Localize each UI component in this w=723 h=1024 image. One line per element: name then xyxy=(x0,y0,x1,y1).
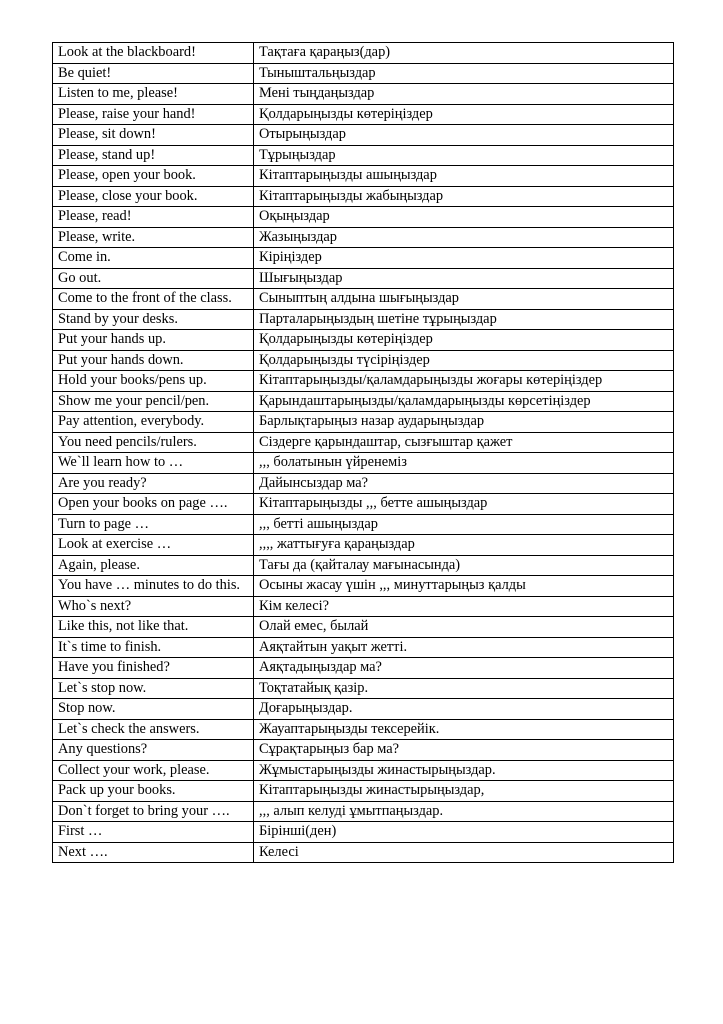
kazakh-translation-cell: ,,, болатынын үйренеміз xyxy=(254,453,674,474)
table-row xyxy=(53,248,674,269)
kazakh-translation-cell: Қолдарыңызды түсіріңіздер xyxy=(254,350,674,371)
english-phrase-cell: Don`t forget to bring your …. xyxy=(53,801,254,822)
english-phrase-cell: Hold your books/pens up. xyxy=(53,371,254,392)
kazakh-translation-cell: Кітаптарыңызды жинастырыңыздар, xyxy=(254,781,674,802)
english-phrase-cell: You have … minutes to do this. xyxy=(53,576,254,597)
kazakh-translation-cell: Жазыңыздар xyxy=(254,227,674,248)
kazakh-translation-cell: ,,, алып келуді ұмытпаңыздар. xyxy=(254,801,674,822)
kazakh-translation-cell: Оқыңыздар xyxy=(254,207,674,228)
english-phrase-cell: Show me your pencil/pen. xyxy=(53,391,254,412)
table-row xyxy=(53,43,674,64)
table-row xyxy=(53,63,674,84)
kazakh-translation-cell: Қарындаштарыңызды/қаламдарыңызды көрсетіңіздер xyxy=(254,391,674,412)
kazakh-translation-cell: Кітаптарыңызды ашыңыздар xyxy=(254,166,674,187)
phrase-table-body xyxy=(53,43,674,863)
english-phrase-cell: Please, stand up! xyxy=(53,145,254,166)
english-phrase-cell: Stand by your desks. xyxy=(53,309,254,330)
kazakh-translation-cell: Қолдарыңызды көтеріңіздер xyxy=(254,330,674,351)
english-phrase-cell: Look at the blackboard! xyxy=(53,43,254,64)
english-phrase-cell: Listen to me, please! xyxy=(53,84,254,105)
kazakh-translation-cell: Кітаптарыңызды/қаламдарыңызды жоғары көтеріңіздер xyxy=(254,371,674,392)
kazakh-translation-cell: Жауаптарыңызды тексерейік. xyxy=(254,719,674,740)
kazakh-translation-cell: Доғарыңыздар. xyxy=(254,699,674,720)
english-phrase-cell: Be quiet! xyxy=(53,63,254,84)
table-row xyxy=(53,412,674,433)
english-phrase-cell: We`ll learn how to … xyxy=(53,453,254,474)
english-phrase-cell: Put your hands up. xyxy=(53,330,254,351)
english-phrase-cell: It`s time to finish. xyxy=(53,637,254,658)
kazakh-translation-cell: ,,,, жаттығуға қараңыздар xyxy=(254,535,674,556)
kazakh-translation-cell: Аяқтадыңыздар ма? xyxy=(254,658,674,679)
english-phrase-cell: Put your hands down. xyxy=(53,350,254,371)
phrase-table xyxy=(52,42,674,863)
table-row xyxy=(53,350,674,371)
table-row xyxy=(53,145,674,166)
english-phrase-cell: Who`s next? xyxy=(53,596,254,617)
kazakh-translation-cell: Жұмыстарыңызды жинастырыңыздар. xyxy=(254,760,674,781)
table-row xyxy=(53,125,674,146)
kazakh-translation-cell: Сыныптың алдына шығыңыздар xyxy=(254,289,674,310)
english-phrase-cell: Again, please. xyxy=(53,555,254,576)
table-row xyxy=(53,801,674,822)
table-row xyxy=(53,166,674,187)
english-phrase-cell: Collect your work, please. xyxy=(53,760,254,781)
table-row xyxy=(53,822,674,843)
english-phrase-cell: Look at exercise … xyxy=(53,535,254,556)
kazakh-translation-cell: Олай емес, былай xyxy=(254,617,674,638)
kazakh-translation-cell: Шығыңыздар xyxy=(254,268,674,289)
english-phrase-cell: Turn to page … xyxy=(53,514,254,535)
table-row xyxy=(53,658,674,679)
table-row xyxy=(53,535,674,556)
english-phrase-cell: Any questions? xyxy=(53,740,254,761)
table-row xyxy=(53,309,674,330)
table-row xyxy=(53,555,674,576)
kazakh-translation-cell: Кітаптарыңызды жабыңыздар xyxy=(254,186,674,207)
table-row xyxy=(53,514,674,535)
english-phrase-cell: Pay attention, everybody. xyxy=(53,412,254,433)
table-row xyxy=(53,637,674,658)
table-row xyxy=(53,84,674,105)
english-phrase-cell: Pack up your books. xyxy=(53,781,254,802)
table-row xyxy=(53,289,674,310)
kazakh-translation-cell: Бірінші(ден) xyxy=(254,822,674,843)
kazakh-translation-cell: Сұрақтарыңыз бар ма? xyxy=(254,740,674,761)
kazakh-translation-cell: Тыныштальңыздар xyxy=(254,63,674,84)
table-row xyxy=(53,104,674,125)
english-phrase-cell: Go out. xyxy=(53,268,254,289)
kazakh-translation-cell: ,,, бетті ашыңыздар xyxy=(254,514,674,535)
english-phrase-cell: Open your books on page …. xyxy=(53,494,254,515)
kazakh-translation-cell: Кітаптарыңызды ,,, бетте ашыңыздар xyxy=(254,494,674,515)
table-row xyxy=(53,371,674,392)
table-row xyxy=(53,432,674,453)
table-row xyxy=(53,719,674,740)
kazakh-translation-cell: Осыны жасау үшін ,,, минуттарыңыз қалды xyxy=(254,576,674,597)
kazakh-translation-cell: Тақтаға қараңыз(дар) xyxy=(254,43,674,64)
kazakh-translation-cell: Мені тыңдаңыздар xyxy=(254,84,674,105)
english-phrase-cell: First … xyxy=(53,822,254,843)
english-phrase-cell: Please, read! xyxy=(53,207,254,228)
kazakh-translation-cell: Қолдарыңызды көтеріңіздер xyxy=(254,104,674,125)
english-phrase-cell: Let`s stop now. xyxy=(53,678,254,699)
table-row xyxy=(53,453,674,474)
english-phrase-cell: You need pencils/rulers. xyxy=(53,432,254,453)
kazakh-translation-cell: Аяқтайтын уақыт жетті. xyxy=(254,637,674,658)
table-row xyxy=(53,207,674,228)
table-row xyxy=(53,576,674,597)
kazakh-translation-cell: Кім келесі? xyxy=(254,596,674,617)
kazakh-translation-cell: Кіріңіздер xyxy=(254,248,674,269)
english-phrase-cell: Come in. xyxy=(53,248,254,269)
table-row xyxy=(53,617,674,638)
kazakh-translation-cell: Парталарыңыздың шетіне тұрыңыздар xyxy=(254,309,674,330)
table-row xyxy=(53,781,674,802)
kazakh-translation-cell: Тағы да (қайталау мағынасында) xyxy=(254,555,674,576)
kazakh-translation-cell: Барлықтарыңыз назар аударыңыздар xyxy=(254,412,674,433)
kazakh-translation-cell: Тұрыңыздар xyxy=(254,145,674,166)
english-phrase-cell: Stop now. xyxy=(53,699,254,720)
table-row xyxy=(53,473,674,494)
kazakh-translation-cell: Отырыңыздар xyxy=(254,125,674,146)
table-row xyxy=(53,596,674,617)
table-row xyxy=(53,186,674,207)
english-phrase-cell: Please, sit down! xyxy=(53,125,254,146)
table-row xyxy=(53,268,674,289)
english-phrase-cell: Let`s check the answers. xyxy=(53,719,254,740)
english-phrase-cell: Please, write. xyxy=(53,227,254,248)
table-row xyxy=(53,227,674,248)
english-phrase-cell: Next …. xyxy=(53,842,254,863)
english-phrase-cell: Please, raise your hand! xyxy=(53,104,254,125)
kazakh-translation-cell: Келесі xyxy=(254,842,674,863)
kazakh-translation-cell: Тоқтатайық қазір. xyxy=(254,678,674,699)
kazakh-translation-cell: Сіздерге қарындаштар, сызғыштар қажет xyxy=(254,432,674,453)
english-phrase-cell: Like this, not like that. xyxy=(53,617,254,638)
english-phrase-cell: Have you finished? xyxy=(53,658,254,679)
table-row xyxy=(53,494,674,515)
kazakh-translation-cell: Дайынсыздар ма? xyxy=(254,473,674,494)
english-phrase-cell: Are you ready? xyxy=(53,473,254,494)
table-row xyxy=(53,699,674,720)
english-phrase-cell: Please, close your book. xyxy=(53,186,254,207)
table-row xyxy=(53,391,674,412)
table-row xyxy=(53,760,674,781)
table-row xyxy=(53,740,674,761)
table-row xyxy=(53,842,674,863)
english-phrase-cell: Come to the front of the class. xyxy=(53,289,254,310)
table-row xyxy=(53,678,674,699)
english-phrase-cell: Please, open your book. xyxy=(53,166,254,187)
table-row xyxy=(53,330,674,351)
